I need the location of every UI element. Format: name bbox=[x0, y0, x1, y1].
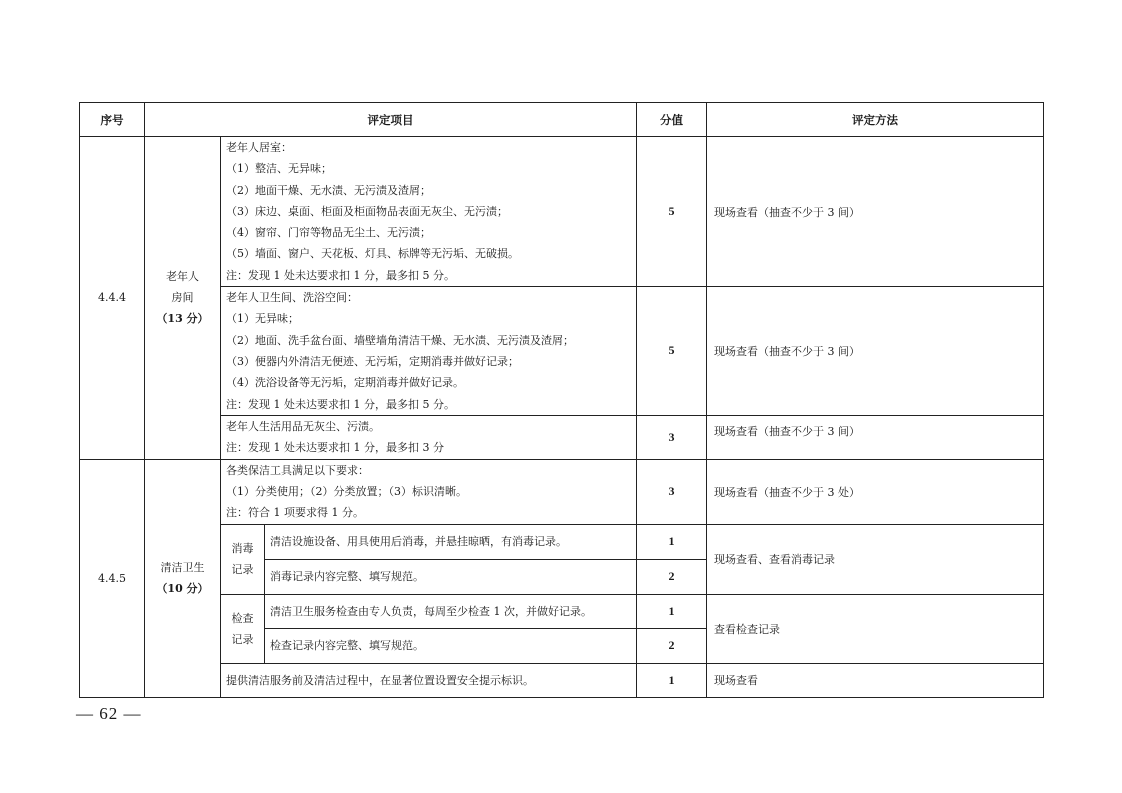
section-name-line: 老年人 bbox=[166, 270, 199, 284]
item-line: 注：发现 1 处未达要求扣 1 分，最多扣 3 分 bbox=[226, 441, 444, 455]
item-line: （4）窗帘、门帘等物品无尘土、无污渍； bbox=[226, 226, 431, 240]
table-row bbox=[80, 459, 1044, 524]
score-cell: 3 bbox=[637, 415, 707, 459]
page-number: — 62 — bbox=[76, 704, 142, 723]
method-cell: 现场查看（抽查不少于 3 间） bbox=[707, 137, 1044, 287]
item-line: 老年人生活用品无灰尘、污渍。 bbox=[226, 420, 380, 434]
item-line: （5）墙面、窗户、天花板、灯具、标牌等无污垢、无破损。 bbox=[226, 247, 519, 261]
item-cell: 消毒记录内容完整、填写规范。 bbox=[265, 559, 637, 594]
item-line: （2）地面干燥、无水渍、无污渍及渣屑； bbox=[226, 183, 431, 197]
score-cell: 2 bbox=[637, 559, 707, 594]
section-name bbox=[145, 459, 221, 697]
disinfect-label bbox=[221, 524, 265, 594]
table-row bbox=[80, 524, 1044, 559]
section-code: 4.4.5 bbox=[80, 459, 145, 697]
item-line: 各类保洁工具满足以下要求： bbox=[226, 463, 369, 477]
table-row bbox=[80, 137, 1044, 287]
item-cell bbox=[221, 415, 637, 459]
method-cell: 查看检查记录 bbox=[707, 594, 1044, 663]
score-cell: 2 bbox=[637, 628, 707, 663]
method-cell: 现场查看、查看消毒记录 bbox=[707, 524, 1044, 594]
sub-label-line: 记录 bbox=[231, 563, 254, 577]
item-line: （3）床边、桌面、柜面及柜面物品表面无灰尘、无污渍； bbox=[226, 204, 508, 218]
section-points: （13 分） bbox=[156, 312, 209, 326]
sub-label-line: 消毒 bbox=[231, 542, 254, 556]
item-cell: 提供清洁服务前及清洁过程中，在显著位置设置安全提示标识。 bbox=[221, 663, 637, 697]
method-cell: 现场查看（抽查不少于 3 间） bbox=[707, 415, 1044, 459]
header-method: 评定方法 bbox=[707, 103, 1044, 137]
method-cell: 现场查看 bbox=[707, 663, 1044, 697]
section-name-line: 房间 bbox=[171, 291, 194, 305]
item-line: 注：发现 1 处未达要求扣 1 分，最多扣 5 分。 bbox=[226, 268, 455, 282]
item-line: 注：符合 1 项要求得 1 分。 bbox=[226, 506, 364, 520]
item-line: （1）无异味； bbox=[226, 312, 299, 326]
item-line: 注：发现 1 处未达要求扣 1 分，最多扣 5 分。 bbox=[226, 397, 455, 411]
item-line: （4）洗浴设备等无污垢，定期消毒并做好记录。 bbox=[226, 376, 464, 390]
table-row bbox=[80, 594, 1044, 628]
header-row bbox=[80, 103, 1044, 137]
score-cell: 5 bbox=[637, 137, 707, 287]
header-item: 评定项目 bbox=[145, 103, 637, 137]
item-line: （2）地面、洗手盆台面、墙壁墙角清洁干燥、无水渍、无污渍及渣屑； bbox=[226, 333, 574, 347]
method-cell: 现场查看（抽查不少于 3 处） bbox=[707, 459, 1044, 524]
item-cell bbox=[221, 137, 637, 287]
score-cell: 5 bbox=[637, 287, 707, 416]
item-line: 老年人居室： bbox=[226, 141, 292, 154]
score-cell: 1 bbox=[637, 594, 707, 628]
item-line: （1）分类使用；（2）分类放置；（3）标识清晰。 bbox=[226, 485, 467, 499]
item-cell: 检查记录内容完整、填写规范。 bbox=[265, 628, 637, 663]
item-line: （3）便器内外清洁无便迹、无污垢，定期消毒并做好记录； bbox=[226, 354, 519, 368]
header-score: 分值 bbox=[637, 103, 707, 137]
section-name-line: 清洁卫生 bbox=[160, 561, 205, 575]
sub-label-line: 检查 bbox=[231, 611, 254, 625]
item-line: 老年人卫生间、洗浴空间： bbox=[226, 291, 358, 305]
item-cell: 清洁卫生服务检查由专人负责，每周至少检查 1 次，并做好记录。 bbox=[265, 594, 637, 628]
section-code: 4.4.4 bbox=[80, 137, 145, 460]
method-cell: 现场查看（抽查不少于 3 间） bbox=[707, 287, 1044, 416]
item-cell bbox=[221, 287, 637, 416]
table-row bbox=[80, 663, 1044, 697]
table-row bbox=[80, 415, 1044, 459]
item-cell bbox=[221, 459, 637, 524]
header-seq: 序号 bbox=[80, 103, 145, 137]
item-line: （1）整洁、无异味； bbox=[226, 162, 332, 176]
item-cell: 清洁设施设备、用具使用后消毒，并悬挂晾晒，有消毒记录。 bbox=[265, 524, 637, 559]
score-cell: 1 bbox=[637, 524, 707, 559]
score-cell: 3 bbox=[637, 459, 707, 524]
evaluation-table bbox=[79, 102, 1044, 698]
inspect-label bbox=[221, 594, 265, 663]
section-name bbox=[145, 137, 221, 460]
score-cell: 1 bbox=[637, 663, 707, 697]
table-row bbox=[80, 287, 1044, 416]
sub-label-line: 记录 bbox=[231, 632, 254, 646]
section-points: （10 分） bbox=[156, 582, 209, 596]
